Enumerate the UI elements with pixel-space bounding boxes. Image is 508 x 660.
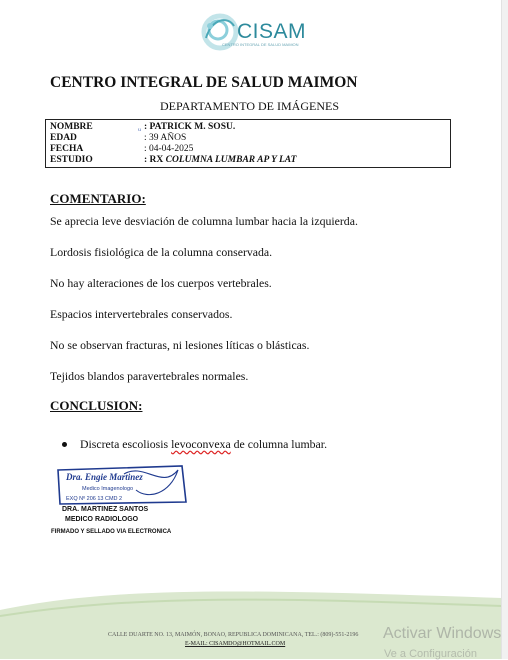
doctor-role: MEDICO RADIOLOGO [65,516,139,523]
comentario-heading: COMENTARIO: [50,191,146,206]
comentario-line: Lordosis fisiológica de la columna conservada. [50,245,273,259]
svg-text:EXQ Nº 206 13 CMD 2: EXQ Nº 206 13 CMD 2 [66,496,123,502]
svg-text:Medico Imagenologo: Medico Imagenologo [82,486,134,492]
comentario-line: Se aprecia leve desviación de columna lumbar hacia la izquierda. [50,214,358,228]
edad-label: EDAD [50,133,77,143]
comentario-line: Espacios intervertebrales conservados. [50,307,233,321]
comentario-line: Tejidos blandos paravertebrales normales. [50,369,249,383]
estudio-value: : RX COLUMNA LUMBAR AP Y LAT [144,155,297,165]
svg-text:Dra. Engie Martinez: Dra. Engie Martinez [66,472,143,482]
footer-address: CALLE DUARTE NO. 13, MAIMÓN, BONAO, REPUBLICA DOMINICANA, TEL.: (809)-551-2196 [108,632,359,638]
vertical-scrollbar[interactable] [501,0,508,659]
edad-value: : 39 AÑOS [144,133,187,143]
patient-info-box [45,119,451,168]
signature-note: FIRMADO Y SELLADO VIA ELECTRONICA [51,529,172,535]
conclusion-heading: CONCLUSION: [50,398,143,413]
windows-activation-watermark: Activar Windows [383,625,502,642]
estudio-label: ESTUDIO [50,155,93,165]
nombre-label: NOMBRE [50,122,93,132]
bullet-icon [62,442,67,447]
windows-activation-subtext: Ve a Configuración [384,648,477,660]
autocorrect-icon: ᵤ [138,122,141,132]
comentario-line: No se observan fracturas, ni lesiones líticas o blásticas. [50,338,310,352]
logo-wordmark: CISAM [237,20,307,43]
spellcheck-flag: levoconvexa [171,437,231,451]
department-label: DEPARTAMENTO DE IMÁGENES [160,99,339,113]
comentario-line: No hay alteraciones de los cuerpos vertebrales. [50,276,272,290]
document-title: CENTRO INTEGRAL DE SALUD MAIMON [50,74,358,91]
nombre-value: : PATRICK M. SOSU. [144,122,236,132]
signature-stamp [52,460,192,508]
fecha-label: FECHA [50,144,84,154]
conclusion-text: Discreta escoliosis levoconvexa de columna lumbar. [80,437,328,451]
fecha-value: : 04-04-2025 [144,144,194,154]
footer-email-link[interactable]: E-MAIL: CISAMDO@HOTMAIL.COM [185,641,286,647]
logo-subtext: CENTRO INTEGRAL DE SALUD MAIMON [222,42,299,47]
doctor-name: DRA. MARTINEZ SANTOS [62,506,149,513]
